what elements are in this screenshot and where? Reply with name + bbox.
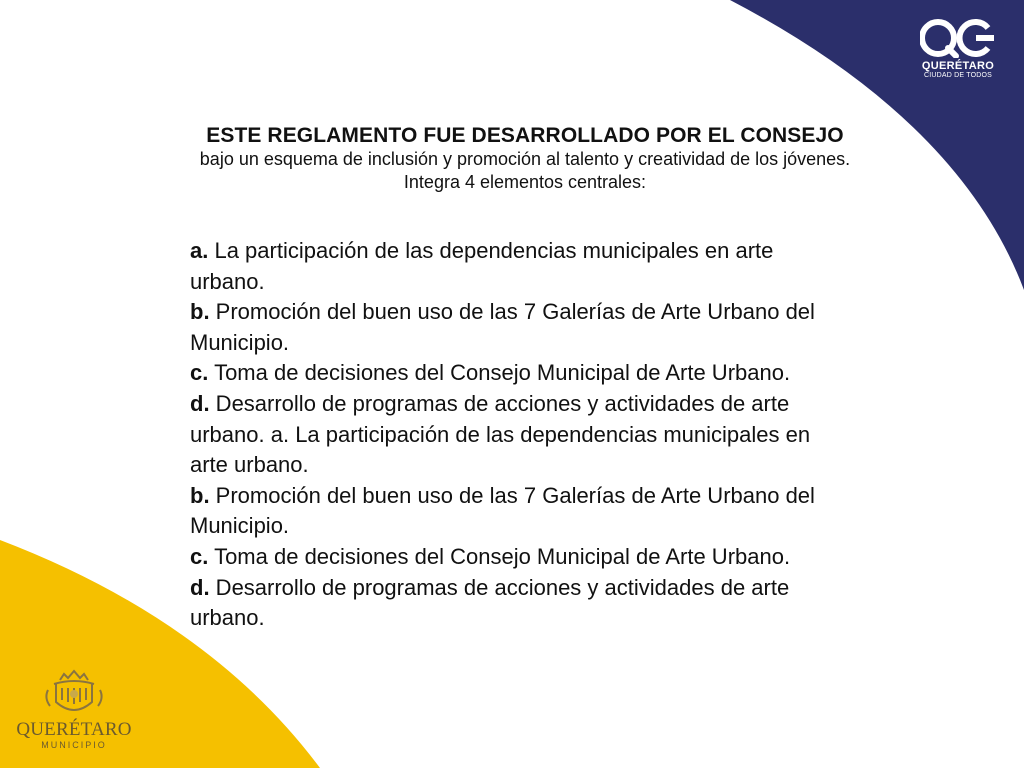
municipio-name: QUERÉTARO <box>16 719 132 740</box>
elements-list <box>190 236 830 634</box>
item-letter: b. <box>190 299 210 325</box>
brand-tagline: CIUDAD DE TODOS <box>923 72 993 79</box>
item-text: Promoción del buen uso de las 7 Galerías de Arte Urbano del Municipio. <box>190 299 815 355</box>
item-text: Desarrollo de programas de acciones y actividades de arte urbano. <box>190 574 790 631</box>
item-letter: c. <box>190 360 209 386</box>
item-letter: b. <box>190 482 210 508</box>
list-item <box>190 542 830 573</box>
list-item <box>190 389 830 481</box>
list-item <box>190 236 830 297</box>
item-letter: a. <box>190 238 209 263</box>
item-text: Toma de decisiones del Consejo Municipal de Arte Urbano. <box>208 543 791 569</box>
queretaro-brand-logo <box>908 18 1008 90</box>
list-item <box>190 573 830 634</box>
municipio-crest-icon <box>42 668 106 720</box>
queretaro-qc-logo-icon <box>920 18 996 58</box>
list-item <box>190 297 830 358</box>
list-item <box>190 358 830 389</box>
brand-name: QUERÉTARO <box>921 60 995 72</box>
list-item <box>190 481 830 542</box>
item-letter: d. <box>190 390 210 416</box>
municipio-sub: MUNICIPIO <box>41 740 107 750</box>
page-heading <box>60 124 990 194</box>
page-subtitle-secondary: Integra 4 elementos centrales: <box>403 172 647 192</box>
item-text: La participación de las dependencias municipales en arte urbano. <box>190 238 774 294</box>
item-letter: c. <box>190 543 209 569</box>
item-text: Promoción del buen uso de las 7 Galerías de Arte Urbano del Municipio. <box>190 482 815 539</box>
page-title: ESTE REGLAMENTO FUE DESARROLLADO POR EL CONSEJO <box>206 124 844 147</box>
page-subtitle: bajo un esquema de inclusión y promoción al talento y creatividad de los jóvenes. <box>199 149 851 169</box>
municipio-logo <box>4 668 144 764</box>
item-letter: d. <box>190 574 210 600</box>
item-text: Toma de decisiones del Consejo Municipal de Arte Urbano. <box>208 360 791 386</box>
item-text: Desarrollo de programas de acciones y actividades de arte urbano. a. La participación de las dependencias municipales en arte urbano. <box>190 390 811 478</box>
